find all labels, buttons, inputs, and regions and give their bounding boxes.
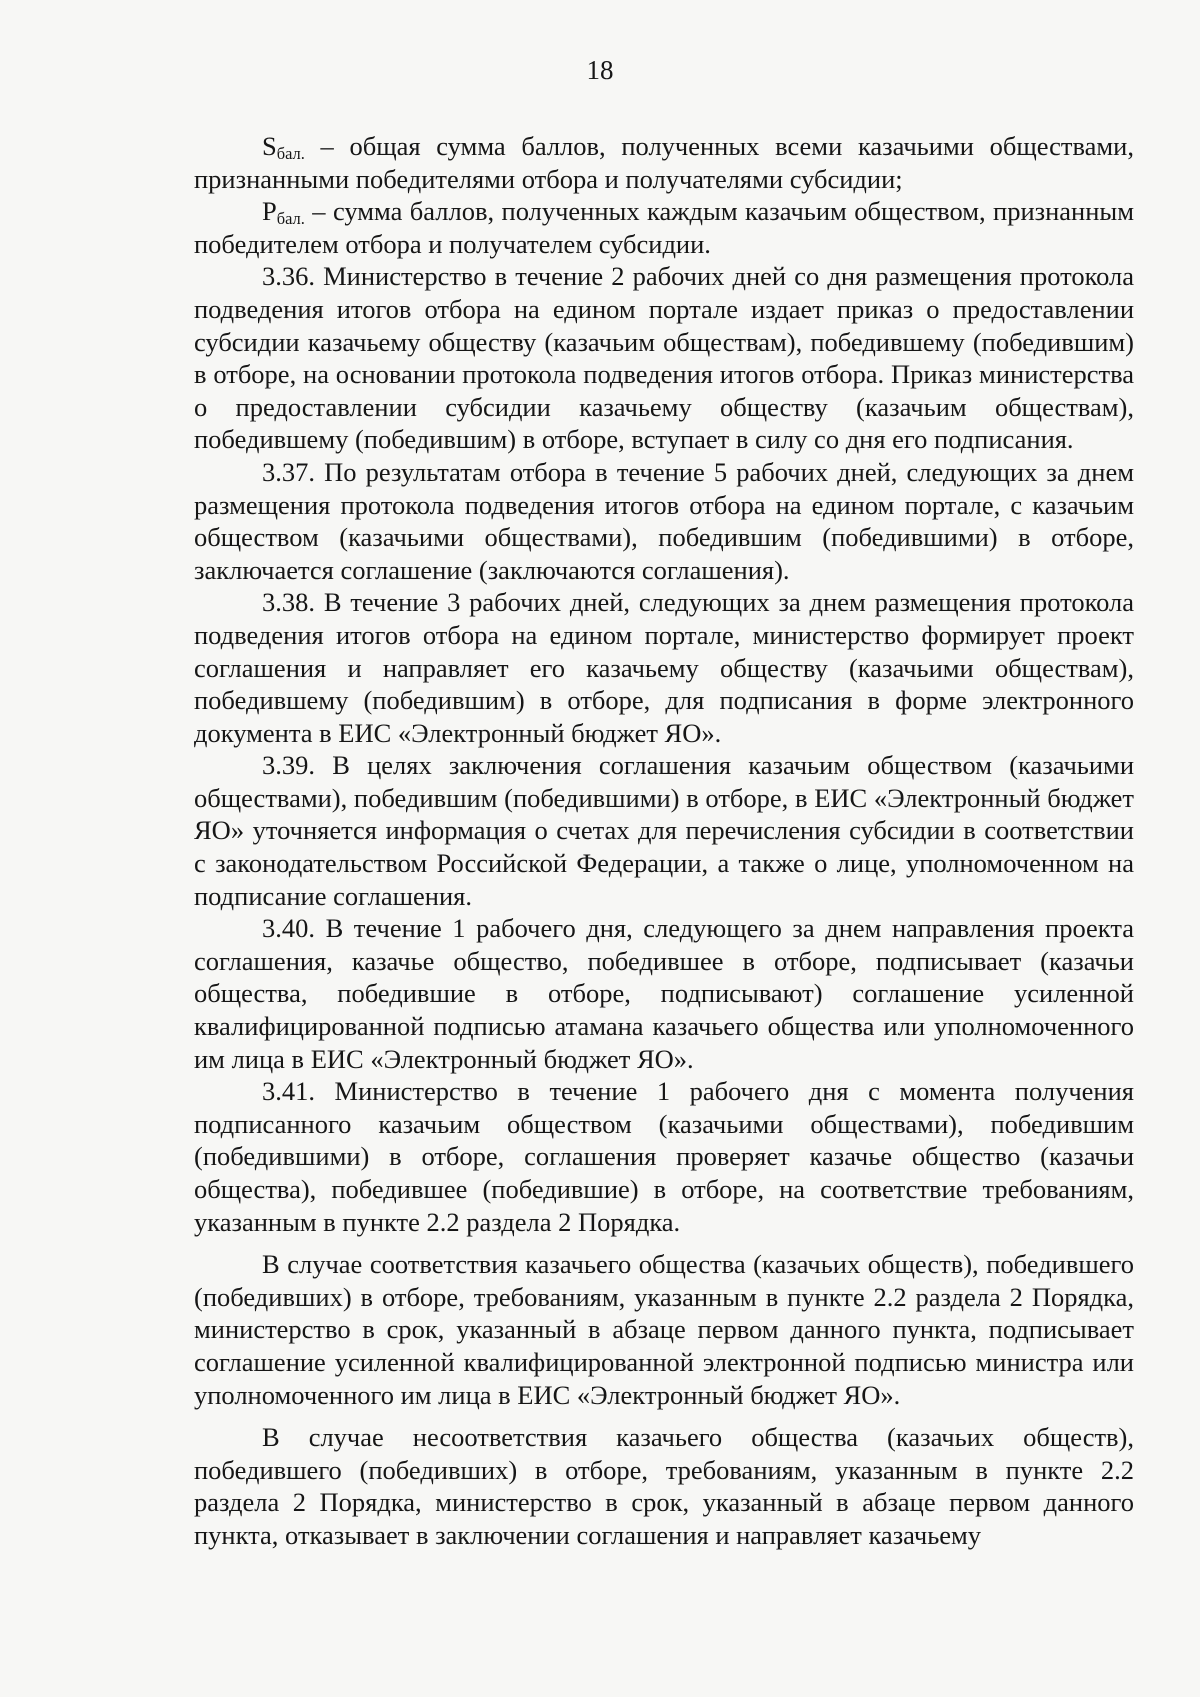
symbol-s: S bbox=[262, 131, 277, 161]
subscript-p-bal: бал. bbox=[276, 209, 305, 229]
symbol-p: P bbox=[262, 196, 277, 227]
paragraph-noncompliance-case: В случае несоответствия казачьего общества (казачьих обществ), победившего (победивших) в отборе, требованиям, указанным в пункте 2.2 раздела 2 Порядка, министерство в срок, указанный в абзаце первом данного пункта, отказывает в заключении соглашения и направляет казачьему bbox=[194, 1422, 1134, 1550]
paragraph-compliance-case: В случае соответствия казачьего общества (казачьих обществ), победившего (победивших) в отборе, требованиям, указанным в пункте 2.2 раздела 2 Порядка, министерство в срок, указанный в абзаце первом данного пункта, подписывает соглашение усиленной квалифицированной электронной подписью министра или уполномоченного им лица в ЕИС «Электронный бюджет ЯО». bbox=[194, 1249, 1134, 1410]
subscript-s-bal: бал. bbox=[276, 144, 305, 164]
definition-p-text: – сумма баллов, полученных каждым казачьим обществом, признанным победителем отбора и получателем субсидии. bbox=[194, 196, 1134, 259]
clause-3-38: 3.38. В течение 3 рабочих дней, следующих за днем размещения протокола подведения итогов отбора на едином портале, министерство формирует проект соглашения и направляет его казачьему обществу (казачьими обществам), победившему (победившим) в отборе, для подписания в форме электронного документа в ЕИС «Электронный бюджет ЯО». bbox=[194, 587, 1134, 748]
definition-s-text: – общая сумма баллов, полученных всеми казачьими обществами, признанными победителями отбора и получателями субсидии; bbox=[194, 131, 1134, 194]
definition-p-bal bbox=[194, 195, 1134, 260]
page-number: 18 bbox=[586, 55, 614, 85]
clause-3-40: 3.40. В течение 1 рабочего дня, следующего за днем направления проекта соглашения, казачье общество, победившее в отборе, подписывает (казачьи общества, победившие в отборе, подписывают) соглашение усиленной квалифицированной подписью атамана казачьего общества или уполномоченного им лица в ЕИС «Электронный бюджет ЯО». bbox=[194, 913, 1134, 1074]
clause-3-37: 3.37. По результатам отбора в течение 5 рабочих дней, следующих за днем размещения протокола подведения итогов отбора на едином портале, с казачьим обществом (казачьими обществами), победившим (победившими) в отборе, заключается соглашение (заключаются соглашения). bbox=[194, 456, 1134, 585]
clause-3-36: 3.36. Министерство в течение 2 рабочих дней со дня размещения протокола подведения итогов отбора на едином портале издает приказ о предоставлении субсидии казачьему обществу (казачьим обществам), победившему (победившим) в отборе, на основании протокола подведения итогов отбора. Приказ министерства о предоставлении субсидии казачьему обществу (казачьим обществам), победившему (победившим) в отборе, вступает в силу со дня его подписания. bbox=[194, 261, 1134, 455]
definition-s-bal bbox=[194, 130, 1134, 195]
clause-3-41: 3.41. Министерство в течение 1 рабочего дня с момента получения подписанного казачьим обществом (казачьими обществами), победившим (победившими) в отборе, соглашения проверяет казачье общество (казачьи общества), победившее (победившие) в отборе, на соответствие требованиям, указанным в пункте 2.2 раздела 2 Порядка. bbox=[194, 1076, 1134, 1237]
clause-3-39: 3.39. В целях заключения соглашения казачьим обществом (казачьими обществами), победившим (победившими) в отборе, в ЕИС «Электронный бюджет ЯО» уточняется информация о счетах для перечисления субсидии в соответствии с законодательством Российской Федерации, а также о лице, уполномоченном на подписание соглашения. bbox=[194, 750, 1134, 911]
document-body bbox=[194, 130, 1134, 1552]
